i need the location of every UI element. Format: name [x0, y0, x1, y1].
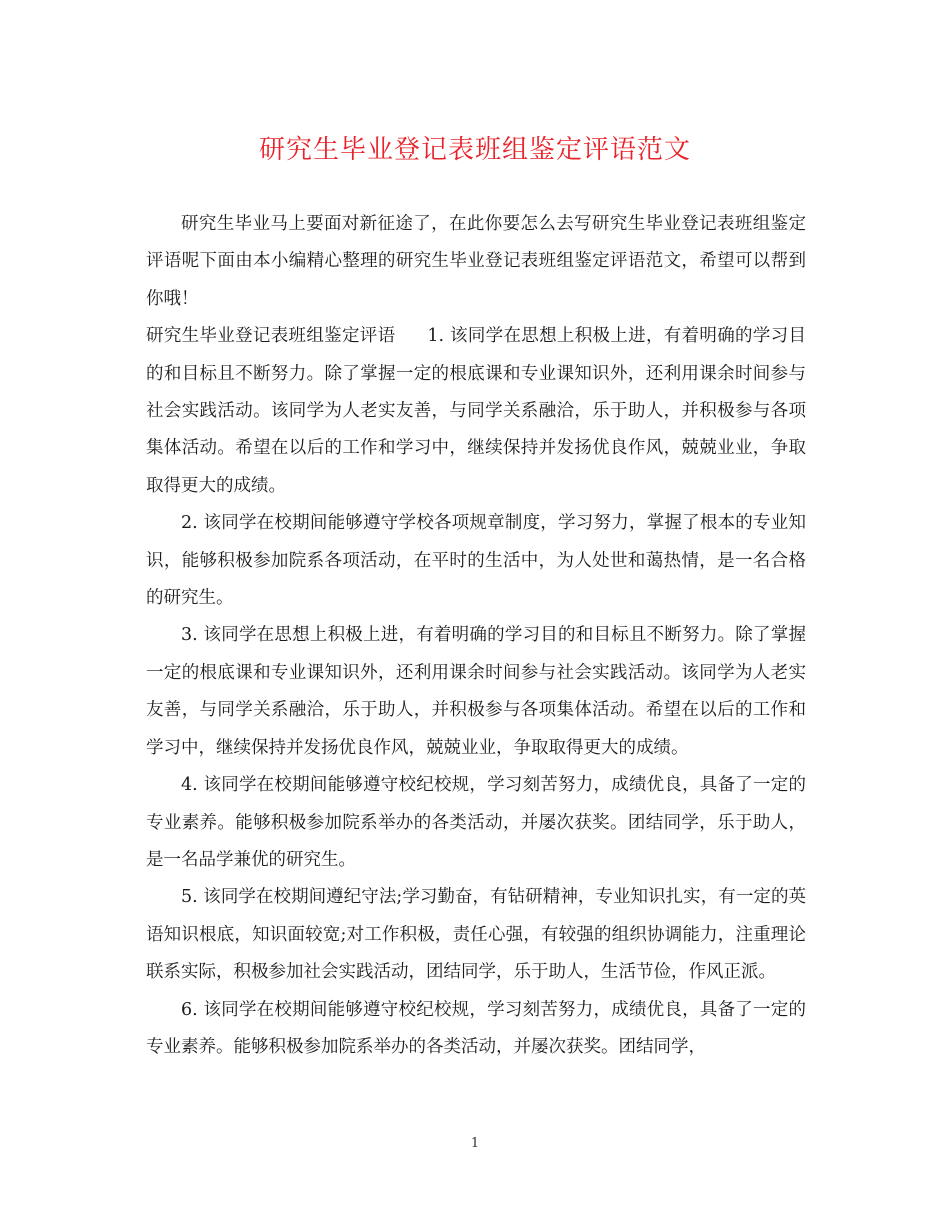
item-paragraph-1 — [146, 318, 806, 505]
item-paragraph-5: 5. 该同学在校期间遵纪守法;学习勤奋，有钻研精神，专业知识扎实，有一定的英语知识根底，知识面较宽;对工作积极，责任心强，有较强的组织协调能力，注重理论联系实际，积极参加社会实践活动，团结同学，乐于助人，生活节俭，作风正派。 — [146, 887, 806, 983]
section-heading: 研究生毕业登记表班组鉴定评语 — [146, 326, 396, 347]
item-text-1: 1. 该同学在思想上积极上进，有着明确的学习目的和目标且不断努力。除了掌握一定的根底课和专业课知识外，还利用课余时间参与社会实践活动。该同学为人老实友善，与同学关系融洽，乐于助人，并积极参与各项集体活动。希望在以后的工作和学习中，继续保持并发扬优良作风，兢兢业业，争取取得更大的成绩。 — [146, 326, 806, 496]
document-title: 研究生毕业登记表班组鉴定评语范文 — [258, 135, 691, 165]
item-paragraph-4: 4. 该同学在校期间能够遵守校纪校规，学习刻苦努力，成绩优良，具备了一定的专业素养。能够积极参加院系举办的各类活动，并屡次获奖。团结同学，乐于助人，是一名品学兼优的研究生。 — [146, 775, 806, 870]
document-body — [146, 206, 806, 1066]
item-paragraph-6: 6. 该同学在校期间能够遵守校纪校规，学习刻苦努力，成绩优良，具备了一定的专业素养。能够积极参加院系举办的各类活动，并屡次获奖。团结同学， — [146, 999, 806, 1057]
item-paragraph-3: 3. 该同学在思想上积极上进，有着明确的学习目的和目标且不断努力。除了掌握一定的根底课和专业课知识外，还利用课余时间参与社会实践活动。该同学为人老实友善，与同学关系融洽，乐于助人，并积极参与各项集体活动。希望在以后的工作和学习中，继续保持并发扬优良作风，兢兢业业，争取取得更大的成绩。 — [146, 625, 806, 758]
intro-paragraph: 研究生毕业马上要面对新征途了，在此你要怎么去写研究生毕业登记表班组鉴定评语呢下面由本小编精心整理的研究生毕业登记表班组鉴定评语范文，希望可以帮到你哦！ — [146, 214, 806, 309]
item-paragraph-2: 2. 该同学在校期间能够遵守学校各项规章制度，学习努力，掌握了根本的专业知识，能够积极参加院系各项活动，在平时的生活中，为人处世和蔼热情，是一名合格的研究生。 — [146, 513, 806, 609]
page-number: 1 — [470, 1136, 480, 1151]
